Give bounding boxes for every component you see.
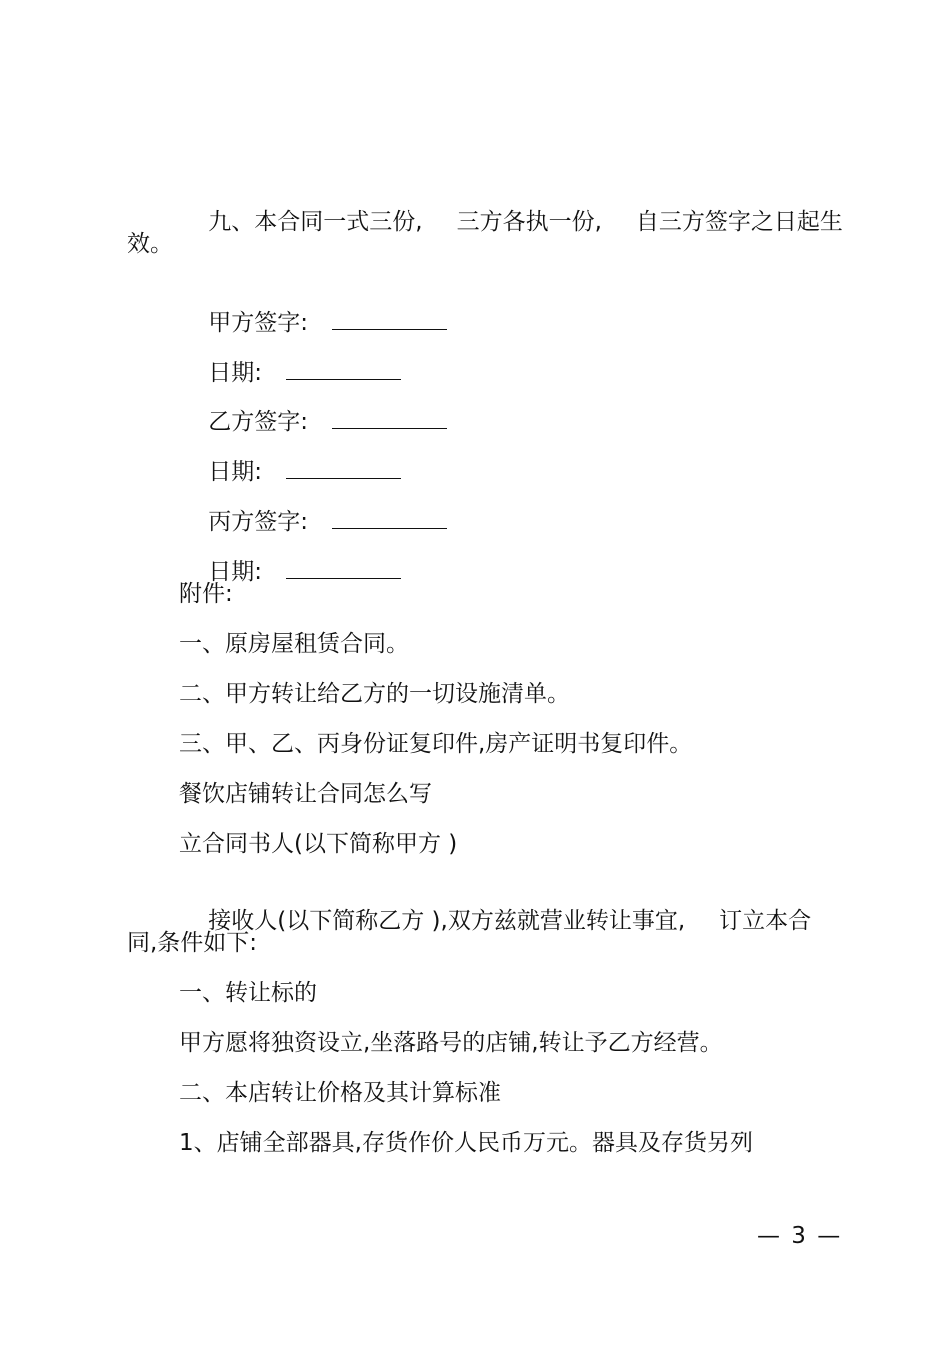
article-1-text: 甲方愿将独资设立,坐落路号的店铺,转让予乙方经营。 <box>179 1030 723 1056</box>
signature-blank-a <box>332 311 447 330</box>
party-a-line: 立合同书人(以下简称甲方 ) <box>179 831 458 857</box>
signature-blank-b <box>332 410 447 429</box>
date-blank-2 <box>286 460 401 479</box>
date-blank-1 <box>286 361 401 380</box>
date-blank-3 <box>286 560 401 579</box>
article-2-item-1: 1、店铺全部器具,存货作价人民币万元。器具及存货另列 <box>179 1130 753 1156</box>
date-label-2: 日期: <box>208 459 262 485</box>
clause-9-part-2: 三方各执一份, <box>456 209 602 235</box>
signature-blank-c <box>332 510 447 529</box>
attachments-label: 附件: <box>179 581 233 607</box>
attachment-item-3: 三、甲、乙、丙身份证复印件,房产证明书复印件。 <box>179 731 693 757</box>
date-label-1: 日期: <box>208 360 262 386</box>
article-2-title: 二、本店转让价格及其计算标准 <box>179 1080 501 1106</box>
party-b-part-1: 接收人(以下简称乙方 ),双方兹就营业转让事宜, <box>208 908 686 934</box>
date-label-3: 日期: <box>208 559 262 585</box>
signature-label-a: 甲方签字: <box>208 310 308 336</box>
clause-9 <box>179 180 843 264</box>
clause-9-part-1: 九、本合同一式三份, <box>208 209 423 235</box>
attachment-item-2: 二、甲方转让给乙方的一切设施清单。 <box>179 681 570 707</box>
attachment-item-1: 一、原房屋租赁合同。 <box>179 631 409 657</box>
party-b-line <box>179 879 811 963</box>
clause-9-continuation: 效。 <box>127 231 173 257</box>
party-b-part-2: 订立本合 <box>719 908 812 934</box>
page-number: — 3 — <box>757 1223 843 1249</box>
section-title: 餐饮店铺转让合同怎么写 <box>179 781 432 807</box>
party-b-continuation: 同,条件如下: <box>127 930 258 956</box>
clause-9-part-3: 自三方签字之日起生 <box>635 209 843 235</box>
article-1-title: 一、转让标的 <box>179 980 317 1006</box>
signature-label-b: 乙方签字: <box>208 409 308 435</box>
signature-label-c: 丙方签字: <box>208 509 308 535</box>
